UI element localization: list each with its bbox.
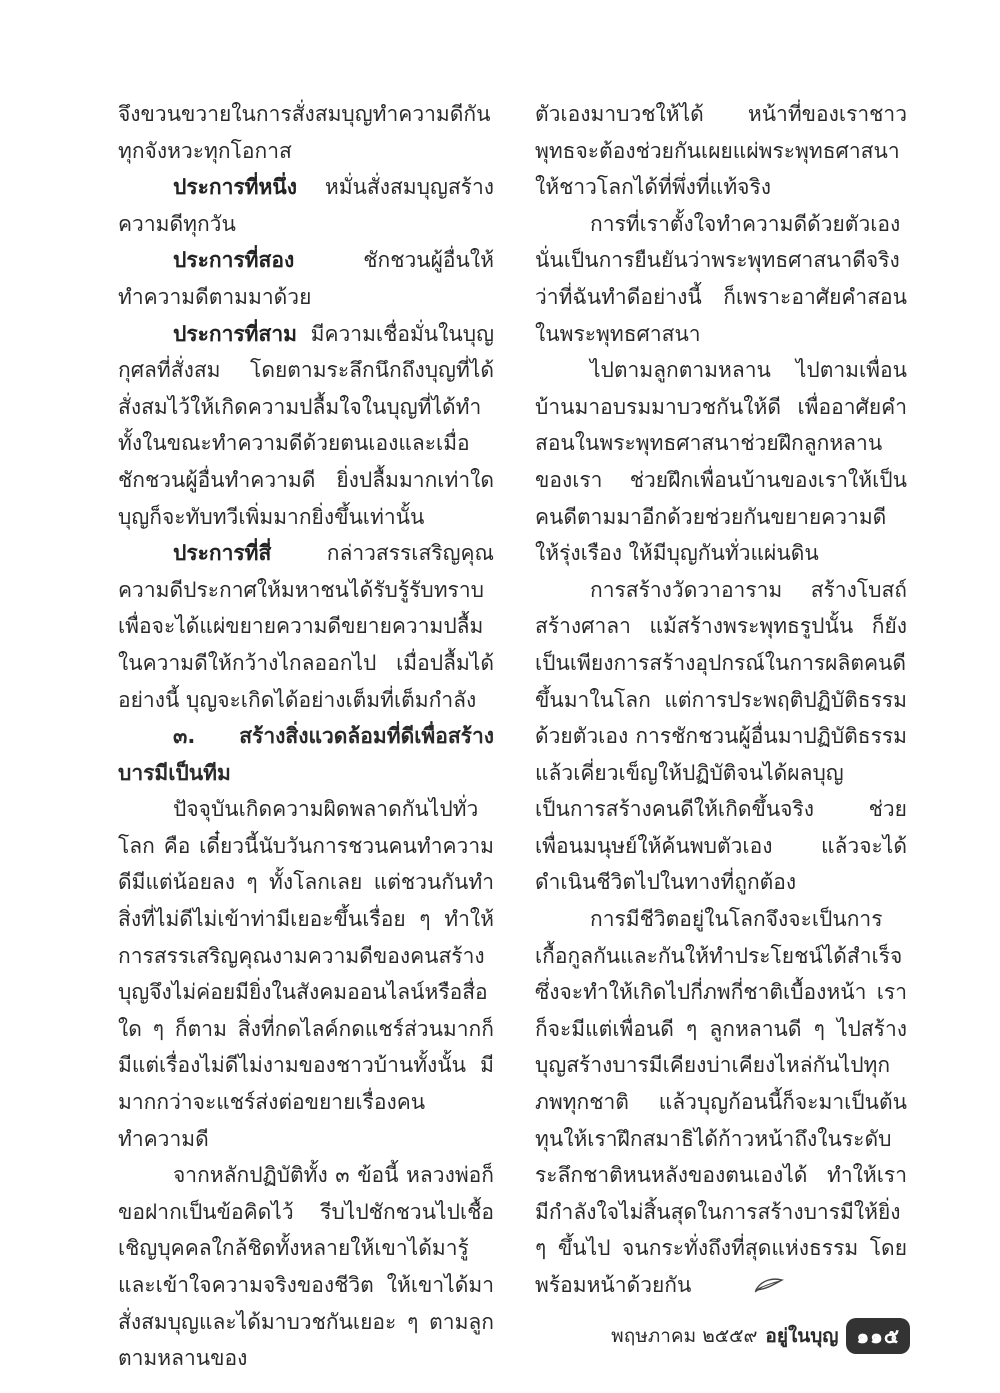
paragraph: ประการที่หนึ่ง หมั่นสั่งสมบุญสร้างความดีทุกวัน xyxy=(118,175,494,236)
page-footer xyxy=(611,1318,910,1354)
paragraph: ประการที่สอง ชักชวนผู้อื่นให้ทำความดีตามมาด้วย xyxy=(118,248,494,309)
issue-date: พฤษภาคม ๒๕๕๙ xyxy=(611,1325,758,1347)
point-label: ประการที่สี่ xyxy=(173,541,272,566)
paragraph: ไปตามลูกตามหลาน ไปตามเพื่อนบ้านมาอบรมมาบวชกันให้ดี เพื่ออาศัยคำสอนในพระพุทธศาสนาช่วยฝึกลูกหลานของเรา ช่วยฝึกเพื่อนบ้านของเราให้เป็นคนดีตามมาอีกด้วยช่วยกันขยายความดีให้รุ่งเรือง ให้มีบุญกันทั่วแผ่นดิน xyxy=(535,358,907,566)
paragraph: จึงขวนขวายในการสั่งสมบุญทำความดีกันทุกจังหวะทุกโอกาส xyxy=(118,102,491,163)
leaf-ornament-icon xyxy=(699,1268,784,1305)
point-label: ประการที่สาม xyxy=(173,321,297,346)
paragraph: ประการที่สาม มีความเชื่อมั่นในบุญกุศลที่สั่งสม โดยตามระลึกนึกถึงบุญที่ได้สั่งสมไว้ให้เกิดความปลื้มใจในบุญที่ได้ทำ ทั้งในขณะทำความดีด้วยตนเองและเมื่อชักชวนผู้อื่นทำความดี ยิ่งปลื้มมากเท่าใด บุญก็จะทับทวีเพิ่มมากยิ่งขึ้นเท่านั้น xyxy=(118,321,494,529)
point-label: ประการที่สอง xyxy=(173,248,295,273)
paragraph: จากหลักปฏิบัติทั้ง ๓ ข้อนี้ หลวงพ่อก็ขอฝากเป็นข้อคิดไว้ รีบไปชักชวนไปเชื้อเชิญบุคคลใกล้ชิดทั้งหลายให้เขาได้มารู้และเข้าใจความจริงของชีวิต ให้เขาได้มาสั่งสมบุญและได้มาบวชกันเยอะ ๆ ตามลูกตามหลานของ xyxy=(118,1163,494,1371)
paragraph: ประการที่สี่ กล่าวสรรเสริญคุณความดีประกาศให้มหาชนได้รับรู้รับทราบ เพื่อจะได้แผ่ขยายความดีขยายความปลื้มในความดีให้กว้างไกลออกไป เมื่อปลื้มได้อย่างนี้ บุญจะเกิดได้อย่างเต็มที่เต็มกำลัง xyxy=(118,541,494,712)
left-column xyxy=(118,96,494,1377)
page-number: ๑๑๕ xyxy=(846,1318,910,1354)
paragraph: ตัวเองมาบวชให้ได้ หน้าที่ของเราชาวพุทธจะต้องช่วยกันเผยแผ่พระพุทธศาสนาให้ชาวโลกได้ที่พึ่งที่แท้จริง xyxy=(535,102,907,200)
paragraph: การที่เราตั้งใจทำความดีด้วยตัวเอง นั่นเป็นการยืนยันว่าพระพุทธศาสนาดีจริง ว่าที่ฉันทำดีอย่างนี้ ก็เพราะอาศัยคำสอนในพระพุทธศาสนา xyxy=(535,211,907,346)
paragraph: การสร้างวัดวาอาราม สร้างโบสถ์สร้างศาลา แม้สร้างพระพุทธรูปนั้น ก็ยังเป็นเพียงการสร้างอุปกรณ์ในการผลิตคนดีขึ้นมาในโลก แต่การประพฤติปฏิบัติธรรมด้วยตัวเอง การชักชวนผู้อื่นมาปฏิบัติธรรม แล้วเคี่ยวเข็ญให้ปฏิบัติจนได้ผลบุญ เป็นการสร้างคนดีให้เกิดขึ้นจริง ช่วยเพื่อนมนุษย์ให้ค้นพบตัวเอง แล้วจะได้ดำเนินชีวิตไปในทางที่ถูกต้อง xyxy=(535,577,907,895)
point-label: ประการที่หนึ่ง xyxy=(173,175,297,200)
right-column xyxy=(535,96,907,1304)
magazine-title: อยู่ในบุญ xyxy=(765,1325,839,1347)
paragraph: การมีชีวิตอยู่ในโลกจึงจะเป็นการเกื้อกูลกันและกันให้ทำประโยชน์ได้สำเร็จ ซึ่งจะทำให้เกิดไปกี่ภพกี่ชาติเบื้องหน้า เราก็จะมีแต่เพื่อนดี ๆ ลูกหลานดี ๆ ไปสร้างบุญสร้างบารมีเคียงบ่าเคียงไหล่กันไปทุกภพทุกชาติ แล้วบุญก้อนนี้ก็จะมาเป็นต้นทุนให้เราฝึกสมาธิได้ก้าวหน้าถึงในระดับระลึกชาติหนหลังของตนเองได้ ทำให้เรามีกำลังใจไม่สิ้นสุดในการสร้างบารมีให้ยิ่ง ๆ ขึ้นไป จนกระทั่งถึงที่สุดแห่งธรรม โดยพร้อมหน้าด้วยกัน xyxy=(535,901,907,1304)
section-heading: ๓. สร้างสิ่งแวดล้อมที่ดีเพื่อสร้างบารมีเป็นทีม xyxy=(118,724,494,785)
paragraph: ปัจจุบันเกิดความผิดพลาดกันไปทั่วโลก คือ เดี๋ยวนี้นับวันการชวนคนทำความดีมีแต่น้อยลง ๆ ทั้งโลกเลย แต่ชวนกันทำสิ่งที่ไม่ดีไม่เข้าท่ามีเยอะขึ้นเรื่อย ๆ ทำให้การสรรเสริญคุณงามความดีของคนสร้างบุญจึงไม่ค่อยมียิ่งในสังคมออนไลน์หรือสื่อใด ๆ ก็ตาม สิ่งที่กดไลค์กดแชร์ส่วนมากก็มีแต่เรื่องไม่ดีไม่งามของชาวบ้านทั้งนั้น มีมากกว่าจะแชร์ส่งต่อขยายเรื่องคนทำความดี xyxy=(118,797,494,1151)
